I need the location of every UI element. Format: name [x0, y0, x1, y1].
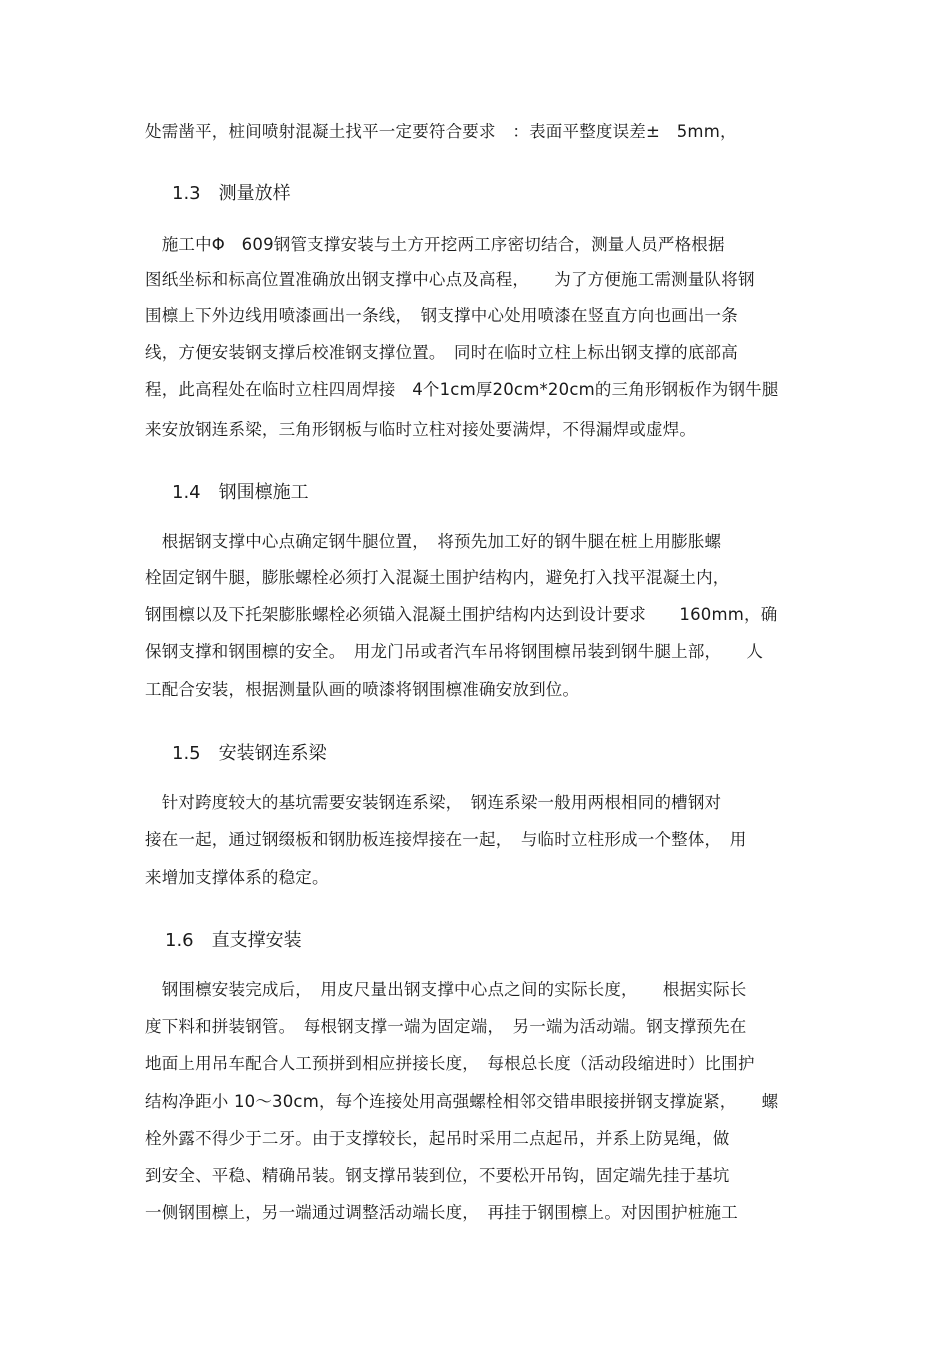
paragraph-line: 处需凿平，桩间喷射混凝土找平一定要符合要求 ：表面平整度误差± 5mm，: [145, 122, 737, 141]
paragraph-line: 栓固定钢牛腿，膨胀螺栓必须打入混凝土围护结构内，避免打入找平混凝土内，: [145, 568, 730, 587]
paragraph-line: 围檩上下外边线用喷漆画出一条线， 钢支撑中心处用喷漆在竖直方向也画出一条: [145, 306, 738, 325]
section-heading-1-5: [172, 743, 327, 765]
section-heading-1-3: [172, 183, 291, 205]
paragraph-line: 程，此高程处在临时立柱四周焊接 4个1cm厚20cm*20cm的三角形钢板作为钢牛腿: [145, 380, 779, 399]
paragraph-line: 地面上用吊车配合人工预拼到相应拼接长度， 每根总长度（活动段缩进时）比围护: [145, 1054, 755, 1073]
section-heading-1-4: [172, 482, 309, 504]
section-title: 直支撑安装: [211, 930, 302, 951]
section-heading-1-6: [165, 930, 302, 952]
paragraph-line: 结构净距小 10～30cm，每个连接处用高强螺栓相邻交错串眼接拼钢支撑旋紧， 螺: [145, 1092, 779, 1111]
section-number: 1.4: [172, 482, 201, 503]
paragraph-line: 来增加支撑体系的稳定。: [145, 868, 329, 887]
paragraph-line: 度下料和拼装钢管。 每根钢支撑一端为固定端， 另一端为活动端。钢支撑预先在: [145, 1017, 747, 1036]
paragraph-line: 图纸坐标和标高位置准确放出钢支撑中心点及高程， 为了方便施工需测量队将钢: [145, 270, 755, 289]
paragraph-line: 接在一起，通过钢缀板和钢肋板连接焊接在一起， 与临时立柱形成一个整体， 用: [145, 830, 747, 849]
paragraph-line: 钢围檩以及下托架膨胀螺栓必须锚入混凝土围护结构内达到设计要求 160mm，确: [145, 605, 778, 624]
section-number: 1.5: [172, 743, 201, 764]
section-title: 测量放样: [218, 183, 291, 204]
paragraph-line: 保钢支撑和钢围檩的安全。 用龙门吊或者汽车吊将钢围檩吊装到钢牛腿上部， 人: [145, 642, 764, 661]
section-title: 钢围檩施工: [218, 482, 309, 503]
paragraph-line: 工配合安装，根据测量队画的喷漆将钢围檩准确安放到位。: [145, 680, 580, 699]
section-number: 1.6: [165, 930, 194, 951]
section-number: 1.3: [172, 183, 201, 204]
paragraph-line: 施工中Φ 609钢管支撑安装与土方开挖两工序密切结合，测量人员严格根据: [145, 235, 725, 254]
paragraph-line: 钢围檩安装完成后， 用皮尺量出钢支撑中心点之间的实际长度， 根据实际长: [145, 980, 747, 999]
paragraph-line: 针对跨度较大的基坑需要安装钢连系梁， 钢连系梁一般用两根相同的槽钢对: [145, 793, 722, 812]
paragraph-line: 线，方便安装钢支撑后校准钢支撑位置。 同时在临时立柱上标出钢支撑的底部高: [145, 343, 738, 362]
paragraph-line: 栓外露不得少于二牙。由于支撑较长，起吊时采用二点起吊，并系上防晃绳，做: [145, 1129, 730, 1148]
paragraph-line: 根据钢支撑中心点确定钢牛腿位置， 将预先加工好的钢牛腿在桩上用膨胀螺: [145, 532, 722, 551]
paragraph-line: 来安放钢连系梁，三角形钢板与临时立柱对接处要满焊，不得漏焊或虚焊。: [145, 420, 697, 439]
paragraph-line: 一侧钢围檩上，另一端通过调整活动端长度， 再挂于钢围檩上。对因围护桩施工: [145, 1203, 738, 1222]
section-title: 安装钢连系梁: [218, 743, 327, 764]
paragraph-line: 到安全、平稳、精确吊装。钢支撑吊装到位，不要松开吊钩，固定端先挂于基坑: [145, 1166, 730, 1185]
